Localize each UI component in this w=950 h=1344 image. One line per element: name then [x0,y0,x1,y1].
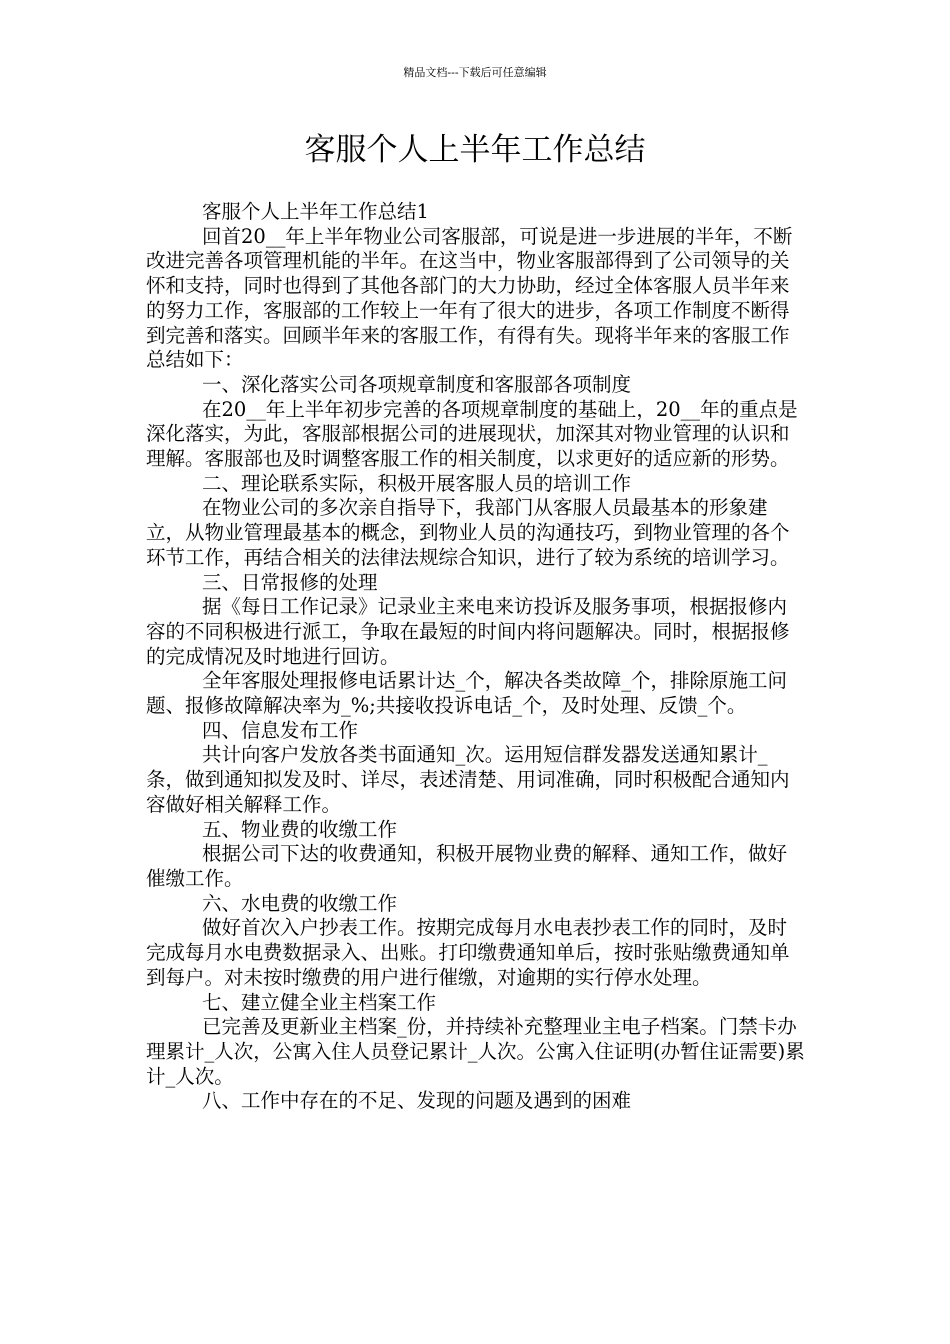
section-heading: 二、理论联系实际，积极开展客服人员的培训工作 [202,471,632,495]
document-title: 客服个人上半年工作总结 [304,132,646,168]
intro-paragraph: 回首20__年上半年物业公司客服部，可说是进一步进展的半年，不断改进完善各项管理机能的半年。在这当中，物业客服部得到了公司领导的关怀和支持，同时也得到了其他各部门的大力协助，经过全体客服人员半年来的努力工作，客服部的工作较上一年有了很大的进步，各项工作制度不断得到完善和落实。回顾半年来的客服工作，有得有失。现将半年来的客服工作总结如下： [146,224,793,372]
section-heading: 三、日常报修的处理 [202,570,378,594]
body-paragraph: 据《每日工作记录》记录业主来电来访投诉及服务事项，根据报修内容的不同积极进行派工，争取在最短的时间内将问题解决。同时，根据报修的完成情况及时地进行回访。 [146,595,790,668]
section-heading: 一、深化落实公司各项规章制度和客服部各项制度 [202,372,632,396]
body-paragraph: 做好首次入户抄表工作。按期完成每月水电表抄表工作的同时，及时完成每月水电费数据录入、出账。打印缴费通知单后，按时张贴缴费通知单到每户。对未按时缴费的用户进行催缴，对逾期的实行停水处理。 [146,916,790,989]
body-paragraph: 共计向客户发放各类书面通知_次。运用短信群发器发送通知累计_条，做到通知拟发及时、详尽，表述清楚、用词准确，同时积极配合通知内容做好相关解释工作。 [146,743,790,816]
document-body [146,200,806,1114]
section-heading: 七、建立健全业主档案工作 [202,990,437,1014]
subtitle-paragraph: 客服个人上半年工作总结1 [202,200,429,223]
body-paragraph: 在物业公司的多次亲自指导下，我部门从客服人员最基本的形象建立，从物业管理最基本的概念，到物业人员的沟通技巧，到物业管理的各个环节工作，再结合相关的法律法规综合知识，进行了较为系统的培训学习。 [146,496,790,569]
section-heading: 六、水电费的收缴工作 [202,891,398,915]
body-paragraph: 根据公司下达的收费通知，积极开展物业费的解释、通知工作，做好催缴工作。 [146,842,788,890]
section-heading: 四、信息发布工作 [202,718,359,742]
body-paragraph: 在20__年上半年初步完善的各项规章制度的基础上，20__年的重点是深化落实，为此，客服部根据公司的进展现状，加深其对物业管理的认识和理解。客服部也及时调整客服工作的相关制度，以求更好的适应新的形势。 [146,397,798,471]
body-paragraph: 已完善及更新业主档案_份，并持续补充整理业主电子档案。门禁卡办理累计_人次，公寓入住人员登记累计_人次。公寓入住证明(办暂住证需要)累计_人次。 [146,1015,805,1088]
body-paragraph: 全年客服处理报修电话累计达_个，解决各类故障_个，排除原施工问题、报修故障解决率为_%;共接收投诉电话_个，及时处理、反馈_个。 [146,669,788,718]
section-heading: 五、物业费的收缴工作 [202,817,398,841]
header-note: 精品文档---下载后可任意编辑 [403,66,547,79]
section-heading: 八、工作中存在的不足、发现的问题及遇到的困难 [202,1089,632,1113]
